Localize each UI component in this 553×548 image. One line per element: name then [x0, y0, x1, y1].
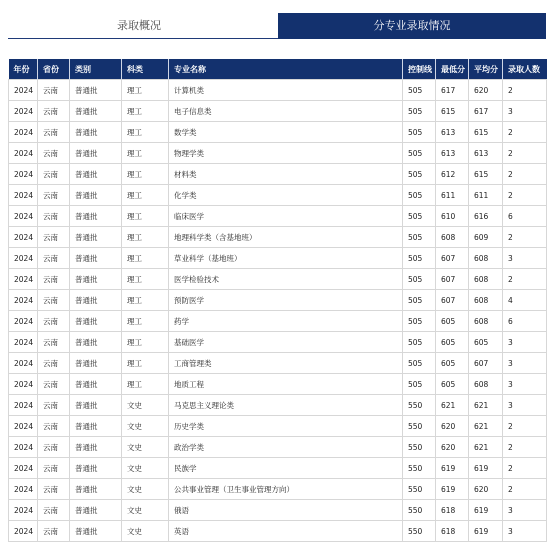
cell-province: 云南 [38, 143, 70, 164]
cell-subject-type: 理工 [122, 248, 169, 269]
cell-major-name: 俄语 [169, 500, 403, 521]
cell-admitted-count: 3 [503, 395, 547, 416]
cell-major-name: 马克思主义理论类 [169, 395, 403, 416]
cell-avg-score: 611 [469, 185, 503, 206]
table-row [9, 122, 547, 143]
cell-year: 2024 [9, 227, 38, 248]
cell-province: 云南 [38, 80, 70, 101]
cell-major-name: 化学类 [169, 185, 403, 206]
cell-year: 2024 [9, 269, 38, 290]
cell-year: 2024 [9, 143, 38, 164]
table-row [9, 416, 547, 437]
cell-major-name: 计算机类 [169, 80, 403, 101]
cell-min-score: 619 [436, 479, 469, 500]
cell-subject-type: 理工 [122, 227, 169, 248]
cell-min-score: 618 [436, 500, 469, 521]
cell-avg-score: 605 [469, 332, 503, 353]
cell-major-name: 公共事业管理（卫生事业管理方向） [169, 479, 403, 500]
cell-province: 云南 [38, 185, 70, 206]
cell-avg-score: 608 [469, 269, 503, 290]
cell-avg-score: 617 [469, 101, 503, 122]
cell-category: 普通批 [70, 500, 122, 521]
cell-control-line: 505 [403, 143, 436, 164]
cell-avg-score: 609 [469, 227, 503, 248]
table-row [9, 479, 547, 500]
cell-major-name: 物理学类 [169, 143, 403, 164]
cell-category: 普通批 [70, 80, 122, 101]
cell-admitted-count: 2 [503, 227, 547, 248]
cell-control-line: 505 [403, 374, 436, 395]
cell-min-score: 618 [436, 521, 469, 542]
cell-province: 云南 [38, 269, 70, 290]
cell-control-line: 505 [403, 248, 436, 269]
cell-control-line: 550 [403, 395, 436, 416]
cell-avg-score: 608 [469, 290, 503, 311]
cell-admitted-count: 3 [503, 374, 547, 395]
header-avg-score: 平均分 [469, 59, 503, 80]
cell-province: 云南 [38, 290, 70, 311]
cell-province: 云南 [38, 248, 70, 269]
cell-subject-type: 文史 [122, 416, 169, 437]
cell-category: 普通批 [70, 143, 122, 164]
cell-subject-type: 理工 [122, 101, 169, 122]
cell-category: 普通批 [70, 395, 122, 416]
tab-bar [0, 0, 553, 40]
cell-province: 云南 [38, 374, 70, 395]
cell-min-score: 620 [436, 416, 469, 437]
cell-major-name: 民族学 [169, 458, 403, 479]
cell-major-name: 药学 [169, 311, 403, 332]
cell-major-name: 临床医学 [169, 206, 403, 227]
admission-table [8, 59, 547, 542]
cell-min-score: 607 [436, 269, 469, 290]
cell-major-name: 政治学类 [169, 437, 403, 458]
cell-control-line: 505 [403, 332, 436, 353]
cell-avg-score: 619 [469, 521, 503, 542]
cell-subject-type: 理工 [122, 206, 169, 227]
table-row [9, 206, 547, 227]
cell-min-score: 619 [436, 458, 469, 479]
admission-table-container [8, 59, 546, 542]
cell-avg-score: 620 [469, 479, 503, 500]
cell-category: 普通批 [70, 521, 122, 542]
table-row [9, 227, 547, 248]
cell-min-score: 605 [436, 332, 469, 353]
cell-avg-score: 615 [469, 122, 503, 143]
cell-province: 云南 [38, 353, 70, 374]
cell-category: 普通批 [70, 269, 122, 290]
cell-subject-type: 理工 [122, 164, 169, 185]
table-header-row [9, 59, 547, 80]
table-row [9, 353, 547, 374]
cell-year: 2024 [9, 479, 38, 500]
cell-subject-type: 文史 [122, 395, 169, 416]
cell-subject-type: 文史 [122, 437, 169, 458]
cell-major-name: 预防医学 [169, 290, 403, 311]
cell-year: 2024 [9, 332, 38, 353]
table-row [9, 164, 547, 185]
cell-admitted-count: 3 [503, 353, 547, 374]
cell-year: 2024 [9, 185, 38, 206]
cell-major-name: 历史学类 [169, 416, 403, 437]
cell-subject-type: 理工 [122, 353, 169, 374]
table-body [9, 80, 547, 542]
cell-avg-score: 607 [469, 353, 503, 374]
cell-admitted-count: 6 [503, 311, 547, 332]
cell-min-score: 610 [436, 206, 469, 227]
cell-province: 云南 [38, 227, 70, 248]
cell-avg-score: 608 [469, 248, 503, 269]
cell-control-line: 505 [403, 227, 436, 248]
cell-year: 2024 [9, 122, 38, 143]
header-province: 省份 [38, 59, 70, 80]
cell-control-line: 550 [403, 437, 436, 458]
cell-province: 云南 [38, 416, 70, 437]
cell-major-name: 工商管理类 [169, 353, 403, 374]
table-row [9, 500, 547, 521]
cell-category: 普通批 [70, 332, 122, 353]
cell-province: 云南 [38, 164, 70, 185]
cell-year: 2024 [9, 101, 38, 122]
cell-category: 普通批 [70, 185, 122, 206]
cell-control-line: 505 [403, 80, 436, 101]
table-row [9, 80, 547, 101]
cell-subject-type: 文史 [122, 521, 169, 542]
cell-control-line: 550 [403, 416, 436, 437]
cell-major-name: 电子信息类 [169, 101, 403, 122]
cell-admitted-count: 4 [503, 290, 547, 311]
header-year: 年份 [9, 59, 38, 80]
table-row [9, 458, 547, 479]
cell-province: 云南 [38, 101, 70, 122]
cell-min-score: 612 [436, 164, 469, 185]
cell-year: 2024 [9, 248, 38, 269]
cell-admitted-count: 3 [503, 101, 547, 122]
cell-year: 2024 [9, 164, 38, 185]
tab-divider [8, 38, 278, 39]
cell-year: 2024 [9, 80, 38, 101]
cell-subject-type: 理工 [122, 290, 169, 311]
cell-subject-type: 理工 [122, 143, 169, 164]
table-row [9, 290, 547, 311]
cell-min-score: 607 [436, 248, 469, 269]
table-row [9, 143, 547, 164]
cell-control-line: 550 [403, 479, 436, 500]
table-row [9, 185, 547, 206]
cell-province: 云南 [38, 500, 70, 521]
cell-year: 2024 [9, 290, 38, 311]
cell-year: 2024 [9, 206, 38, 227]
cell-admitted-count: 6 [503, 206, 547, 227]
cell-subject-type: 理工 [122, 374, 169, 395]
cell-year: 2024 [9, 374, 38, 395]
cell-control-line: 505 [403, 122, 436, 143]
cell-admitted-count: 3 [503, 500, 547, 521]
cell-avg-score: 619 [469, 500, 503, 521]
cell-major-name: 地理科学类（含基地班） [169, 227, 403, 248]
cell-category: 普通批 [70, 458, 122, 479]
cell-major-name: 草业科学（基地班） [169, 248, 403, 269]
cell-admitted-count: 2 [503, 458, 547, 479]
cell-avg-score: 616 [469, 206, 503, 227]
cell-control-line: 550 [403, 521, 436, 542]
table-row [9, 395, 547, 416]
cell-category: 普通批 [70, 164, 122, 185]
cell-category: 普通批 [70, 479, 122, 500]
cell-category: 普通批 [70, 227, 122, 248]
header-category: 类别 [70, 59, 122, 80]
cell-admitted-count: 3 [503, 332, 547, 353]
cell-major-name: 数学类 [169, 122, 403, 143]
cell-year: 2024 [9, 416, 38, 437]
table-row [9, 311, 547, 332]
cell-avg-score: 613 [469, 143, 503, 164]
cell-category: 普通批 [70, 248, 122, 269]
cell-admitted-count: 2 [503, 416, 547, 437]
cell-admitted-count: 2 [503, 80, 547, 101]
cell-admitted-count: 2 [503, 185, 547, 206]
header-min-score: 最低分 [436, 59, 469, 80]
cell-major-name: 材料类 [169, 164, 403, 185]
cell-admitted-count: 2 [503, 122, 547, 143]
table-row [9, 101, 547, 122]
cell-major-name: 医学检验技术 [169, 269, 403, 290]
cell-min-score: 617 [436, 80, 469, 101]
cell-subject-type: 理工 [122, 332, 169, 353]
cell-subject-type: 理工 [122, 185, 169, 206]
cell-admitted-count: 3 [503, 248, 547, 269]
cell-year: 2024 [9, 500, 38, 521]
cell-control-line: 505 [403, 185, 436, 206]
cell-subject-type: 理工 [122, 122, 169, 143]
cell-year: 2024 [9, 311, 38, 332]
cell-subject-type: 文史 [122, 479, 169, 500]
cell-province: 云南 [38, 206, 70, 227]
cell-year: 2024 [9, 437, 38, 458]
cell-subject-type: 理工 [122, 269, 169, 290]
cell-min-score: 605 [436, 311, 469, 332]
cell-subject-type: 理工 [122, 80, 169, 101]
cell-control-line: 550 [403, 500, 436, 521]
cell-province: 云南 [38, 437, 70, 458]
cell-category: 普通批 [70, 101, 122, 122]
cell-year: 2024 [9, 395, 38, 416]
cell-min-score: 613 [436, 122, 469, 143]
cell-min-score: 615 [436, 101, 469, 122]
cell-year: 2024 [9, 458, 38, 479]
table-row [9, 248, 547, 269]
table-row [9, 332, 547, 353]
cell-control-line: 505 [403, 269, 436, 290]
cell-category: 普通批 [70, 122, 122, 143]
cell-province: 云南 [38, 311, 70, 332]
cell-admitted-count: 2 [503, 164, 547, 185]
cell-province: 云南 [38, 332, 70, 353]
cell-category: 普通批 [70, 374, 122, 395]
cell-control-line: 550 [403, 458, 436, 479]
cell-admitted-count: 2 [503, 143, 547, 164]
cell-avg-score: 621 [469, 437, 503, 458]
cell-subject-type: 理工 [122, 311, 169, 332]
cell-min-score: 605 [436, 353, 469, 374]
header-admitted-count: 录取人数 [503, 59, 547, 80]
cell-min-score: 608 [436, 227, 469, 248]
cell-province: 云南 [38, 458, 70, 479]
cell-category: 普通批 [70, 311, 122, 332]
tab-admission-overview[interactable]: 录取概况 [0, 13, 278, 39]
cell-min-score: 607 [436, 290, 469, 311]
table-row [9, 269, 547, 290]
cell-admitted-count: 2 [503, 479, 547, 500]
cell-province: 云南 [38, 122, 70, 143]
table-row [9, 374, 547, 395]
cell-admitted-count: 2 [503, 269, 547, 290]
cell-min-score: 620 [436, 437, 469, 458]
cell-admitted-count: 3 [503, 521, 547, 542]
cell-major-name: 英语 [169, 521, 403, 542]
cell-province: 云南 [38, 395, 70, 416]
cell-control-line: 505 [403, 164, 436, 185]
cell-control-line: 505 [403, 353, 436, 374]
cell-avg-score: 621 [469, 416, 503, 437]
cell-control-line: 505 [403, 290, 436, 311]
cell-category: 普通批 [70, 290, 122, 311]
cell-province: 云南 [38, 479, 70, 500]
header-major-name: 专业名称 [169, 59, 403, 80]
tab-major-admission[interactable]: 分专业录取情况 [278, 13, 546, 39]
cell-min-score: 613 [436, 143, 469, 164]
cell-category: 普通批 [70, 353, 122, 374]
cell-year: 2024 [9, 521, 38, 542]
cell-category: 普通批 [70, 437, 122, 458]
header-subject-type: 科类 [122, 59, 169, 80]
cell-avg-score: 619 [469, 458, 503, 479]
cell-avg-score: 620 [469, 80, 503, 101]
cell-avg-score: 615 [469, 164, 503, 185]
cell-province: 云南 [38, 521, 70, 542]
cell-avg-score: 608 [469, 311, 503, 332]
cell-subject-type: 文史 [122, 458, 169, 479]
cell-avg-score: 608 [469, 374, 503, 395]
cell-major-name: 地质工程 [169, 374, 403, 395]
table-row [9, 521, 547, 542]
cell-avg-score: 621 [469, 395, 503, 416]
cell-control-line: 505 [403, 206, 436, 227]
cell-control-line: 505 [403, 101, 436, 122]
cell-year: 2024 [9, 353, 38, 374]
cell-category: 普通批 [70, 206, 122, 227]
cell-admitted-count: 2 [503, 437, 547, 458]
cell-control-line: 505 [403, 311, 436, 332]
cell-subject-type: 文史 [122, 500, 169, 521]
table-row [9, 437, 547, 458]
cell-major-name: 基础医学 [169, 332, 403, 353]
cell-min-score: 621 [436, 395, 469, 416]
header-control-line: 控制线 [403, 59, 436, 80]
cell-min-score: 605 [436, 374, 469, 395]
cell-min-score: 611 [436, 185, 469, 206]
cell-category: 普通批 [70, 416, 122, 437]
